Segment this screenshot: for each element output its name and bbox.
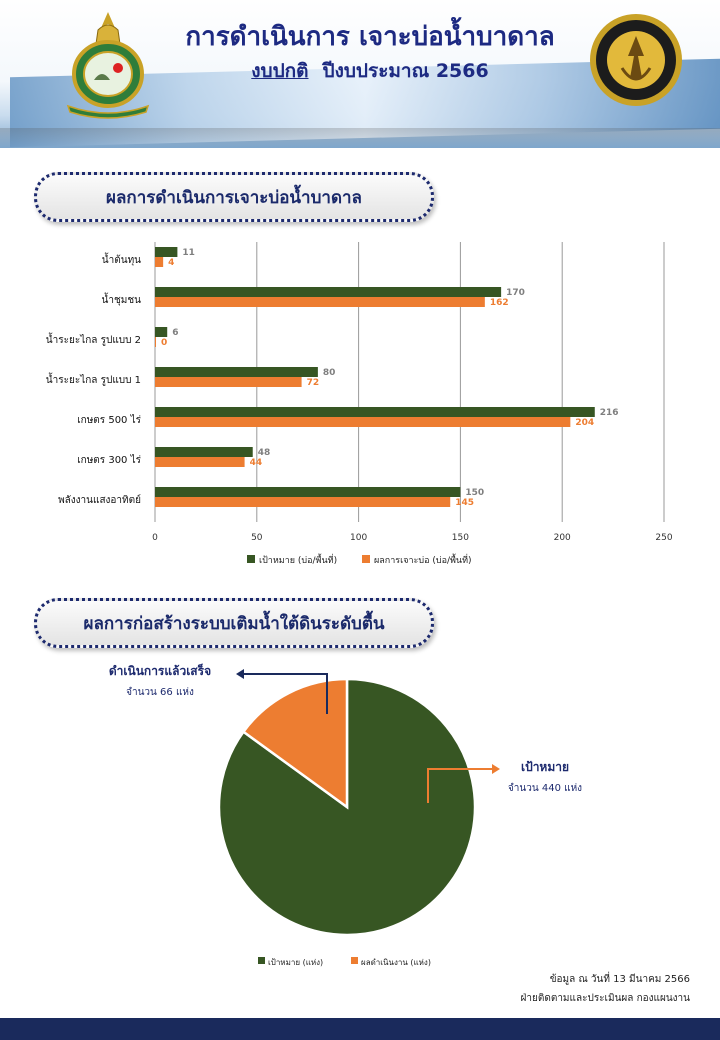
callout-text-completed: จำนวน 66 แห่ง <box>126 687 194 698</box>
ministry-seal-icon <box>58 10 158 120</box>
legend-label: ผลดำเนินงาน (แห่ง) <box>361 958 431 967</box>
target-bar <box>155 407 595 417</box>
data-label: 48 <box>257 448 271 458</box>
header-banner <box>0 0 720 148</box>
department-groundwater-seal-icon <box>588 12 684 108</box>
data-label: 72 <box>306 378 320 388</box>
recharge-pie-chart <box>0 600 720 975</box>
category-label: น้ำต้นทุน <box>101 255 141 266</box>
legend-label: เป้าหมาย (แห่ง) <box>268 958 324 967</box>
legend-label: ผลการเจาะบ่อ (บ่อ/พื้นที่) <box>374 556 472 566</box>
department-note: ฝ่ายติดตามและประเมินผล กองแผนงาน <box>520 993 690 1004</box>
arrow-left-icon <box>236 669 244 679</box>
data-label: 216 <box>599 408 619 418</box>
legend-target-swatch <box>247 555 255 563</box>
x-tick-label: 200 <box>553 533 571 543</box>
data-label: 204 <box>575 418 595 428</box>
callout-title-target: เป้าหมาย <box>520 760 570 774</box>
section-title-groundwater-recharge: ผลการก่อสร้างระบบเติมน้ำใต้ดินระดับตื้น <box>34 598 434 648</box>
target-bar <box>155 327 167 337</box>
result-bar <box>155 377 302 387</box>
data-label: 44 <box>249 458 263 468</box>
data-label: 150 <box>465 488 485 498</box>
result-bar <box>155 457 245 467</box>
data-label: 170 <box>506 288 525 298</box>
target-bar <box>155 287 501 297</box>
x-tick-label: 250 <box>655 533 673 543</box>
result-bar <box>155 297 485 307</box>
well-drilling-bar-chart <box>0 230 720 580</box>
result-bar <box>155 257 163 267</box>
category-label: น้ำระยะไกล รูปแบบ 2 <box>45 335 141 346</box>
x-tick-label: 0 <box>152 533 158 543</box>
banner-subtitle <box>160 56 580 86</box>
target-bar <box>155 487 460 497</box>
target-bar <box>155 447 253 457</box>
data-label: 162 <box>489 298 509 308</box>
data-label: 11 <box>182 248 195 258</box>
legend-target-swatch <box>258 957 265 964</box>
bottom-bar <box>0 1018 720 1040</box>
x-tick-label: 150 <box>451 533 469 543</box>
banner-title: การดำเนินการ เจาะบ่อน้ำบาดาล <box>185 22 555 52</box>
category-label: เกษตร 500 ไร่ <box>77 415 141 426</box>
data-label: 0 <box>161 338 168 348</box>
result-bar <box>155 337 156 347</box>
data-label: 4 <box>168 258 175 268</box>
data-label: 80 <box>322 368 336 378</box>
budget-type: งบปกติ <box>251 60 309 82</box>
fiscal-year: ปีงบประมาณ 2566 <box>322 60 489 82</box>
category-label: น้ำชุมชน <box>101 295 141 306</box>
category-label: เกษตร 300 ไร่ <box>77 455 141 466</box>
callout-text-target: จำนวน 440 แห่ง <box>507 783 583 794</box>
target-bar <box>155 247 177 257</box>
x-tick-label: 100 <box>350 533 368 543</box>
x-tick-label: 50 <box>251 533 263 543</box>
category-label: น้ำระยะไกล รูปแบบ 1 <box>45 375 141 386</box>
data-date-note: ข้อมูล ณ วันที่ 13 มีนาคม 2566 <box>549 974 690 985</box>
callout-title-completed: ดำเนินการแล้วเสร็จ <box>108 664 212 678</box>
legend-result-swatch <box>362 555 370 563</box>
legend-label: เป้าหมาย (บ่อ/พื้นที่) <box>259 556 338 566</box>
section-title-well-drilling: ผลการดำเนินการเจาะบ่อน้ำบาดาล <box>34 172 434 222</box>
result-bar <box>155 497 450 507</box>
data-label: 145 <box>455 498 475 508</box>
result-bar <box>155 417 570 427</box>
legend-completed-swatch <box>351 957 358 964</box>
arrow-right-icon <box>492 764 500 774</box>
data-label: 6 <box>172 328 179 338</box>
category-label: พลังงานแสงอาทิตย์ <box>58 495 141 506</box>
target-bar <box>155 367 318 377</box>
banner-shadow <box>0 128 720 148</box>
